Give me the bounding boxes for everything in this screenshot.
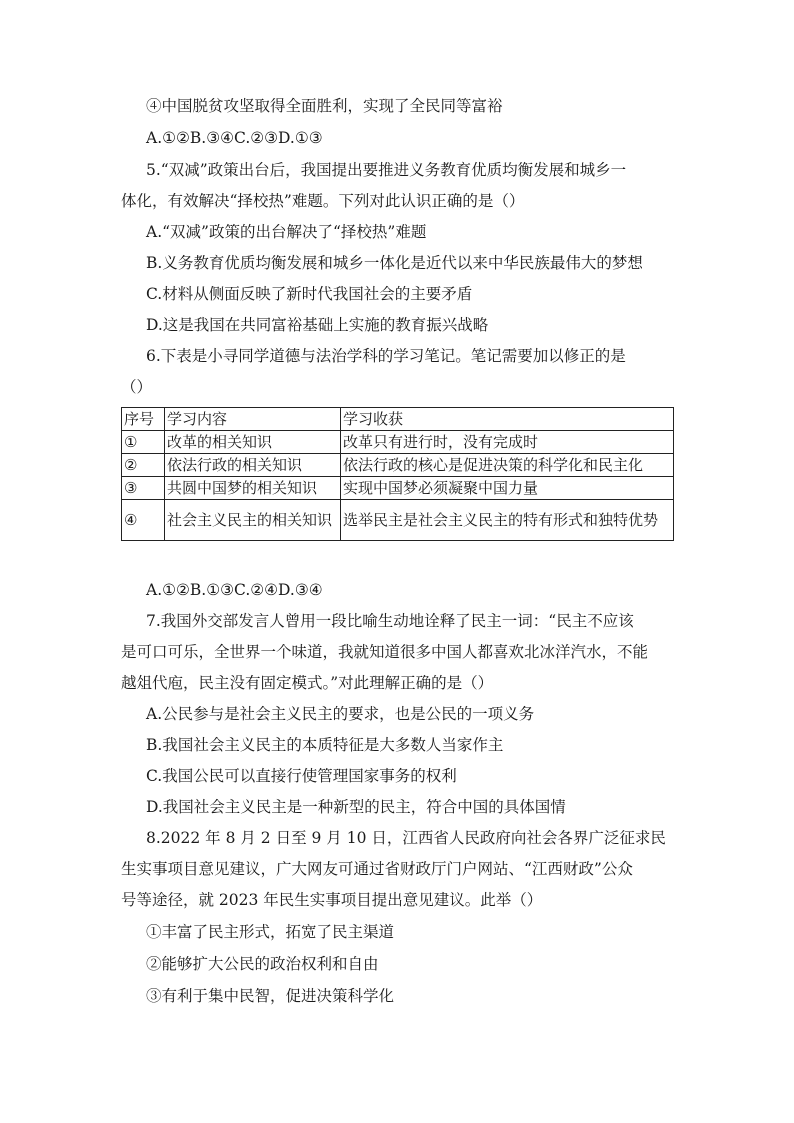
question-7-stem-cont: 越俎代庖，民主没有固定模式。”对此理解正确的是（） [121,674,494,692]
table-cell: 选举民主是社会主义民主的特有形式和独特优势 [341,500,674,541]
table-cell: ③ [122,477,165,500]
question-7-option-b: B.我国社会主义民主的本质特征是大多数人当家作主 [146,736,504,754]
question-6-stem-cont: （） [121,378,153,396]
answer-choices: A.①②B.①③C.②④D.③④ [146,581,323,599]
question-5-option-c: C.材料从侧面反映了新时代我国社会的主要矛盾 [146,285,473,303]
question-7-option-d: D.我国社会主义民主是一种新型的民主，符合中国的具体国情 [146,798,566,816]
table-cell: ④ [122,500,165,541]
question-8-statement-1: ①丰富了民主形式，拓宽了民主渠道 [146,923,395,941]
table-header-cell: 学习内容 [165,408,341,431]
table-cell: 依法行政的核心是促进决策的科学化和民主化 [341,454,674,477]
table-cell: 改革的相关知识 [165,431,341,454]
question-8-statement-2: ②能够扩大公民的政治权利和自由 [146,955,379,973]
question-8-stem: 8.2022 年 8 月 2 日至 9 月 10 日，江西省人民政府向社会各界广泛征求民 [146,829,666,847]
answer-choices: A.①②B.③④C.②③D.①③ [146,129,323,147]
question-8-statement-3: ③有利于集中民智，促进决策科学化 [146,987,395,1005]
question-5-stem: 5.“双减”政策出台后，我国提出要推进义务教育优质均衡发展和城乡一 [146,161,627,179]
question-7-stem: 7.我国外交部发言人曾用一段比喻生动地诠释了民主一词：“民主不应该 [146,612,634,630]
table-header-cell: 序号 [122,408,165,431]
question-7-option-a: A.公民参与是社会主义民主的要求，也是公民的一项义务 [146,705,535,723]
table-cell: ② [122,454,165,477]
question-8-stem-cont: 生实事项目意见建议，广大网友可通过省财政厅门户网站、“江西财政”公众 [121,860,633,878]
question-7-stem-cont: 是可口可乐，全世界一个味道，我就知道很多中国人都喜欢北冰洋汽水，不能 [121,643,649,661]
table-row [122,500,674,541]
table-cell: 实现中国梦必须凝聚中国力量 [341,477,674,500]
study-notes-table [121,407,674,541]
table-cell: ① [122,431,165,454]
question-6-stem: 6.下表是小寻同学道德与法治学科的学习笔记。笔记需要加以修正的是 [146,347,626,365]
table-header-row [122,408,674,431]
option-line: ④中国脱贫攻坚取得全面胜利，实现了全民同等富裕 [146,97,503,115]
table-cell: 社会主义民主的相关知识 [165,500,341,541]
table-row [122,454,674,477]
table-header-cell: 学习收获 [341,408,674,431]
question-8-stem-cont: 号等途径，就 2023 年民生实事项目提出意见建议。此举（） [121,891,543,909]
question-5-stem-cont: 体化，有效解决“择校热”难题。下列对此认识正确的是（） [121,192,525,210]
table-cell: 共圆中国梦的相关知识 [165,477,341,500]
question-5-option-d: D.这是我国在共同富裕基础上实施的教育振兴战略 [146,316,489,334]
table-cell: 依法行政的相关知识 [165,454,341,477]
table-row [122,431,674,454]
table-row [122,477,674,500]
question-7-option-c: C.我国公民可以直接行使管理国家事务的权利 [146,767,457,785]
table-cell: 改革只有进行时，没有完成时 [341,431,674,454]
question-5-option-b: B.义务教育优质均衡发展和城乡一体化是近代以来中华民族最伟大的梦想 [146,254,643,272]
question-5-option-a: A.“双减”政策的出台解决了“择校热”难题 [146,223,427,241]
